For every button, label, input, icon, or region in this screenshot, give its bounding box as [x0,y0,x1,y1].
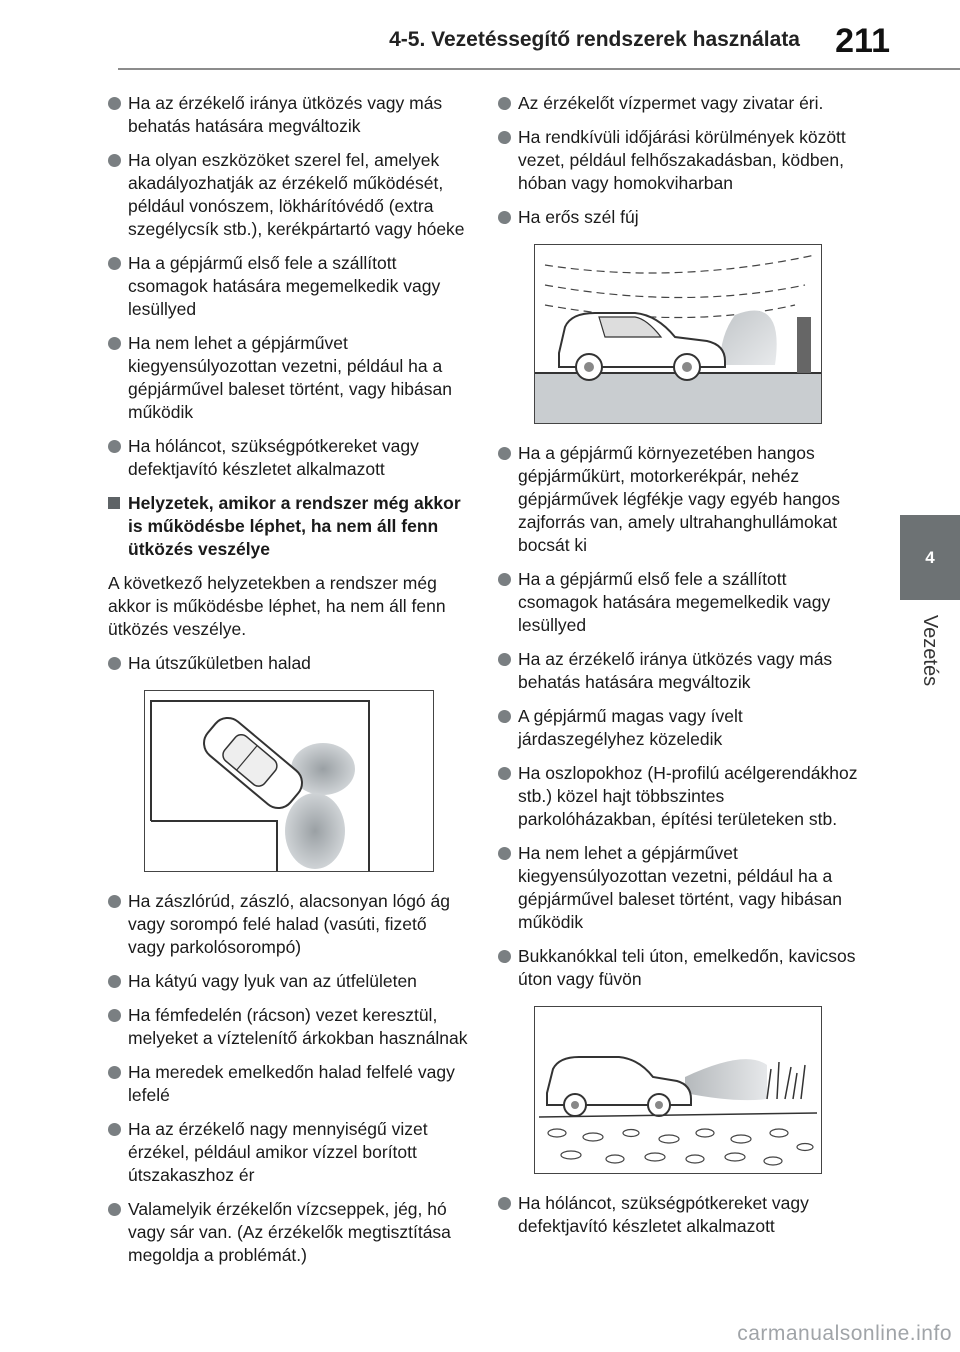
list-item: Ha rendkívüli időjárási körülmények között vezet, például felhőszakadásban, ködben, hóban vagy homokviharban [498,126,858,195]
bullet-icon [498,131,511,144]
bullet-icon [498,97,511,110]
bullet-icon [498,573,511,586]
list-item: Ha hóláncot, szükségpótkereket vagy defektjavító készletet alkalmazott [498,1192,858,1238]
bullet-icon [498,211,511,224]
list-item: Ha olyan eszközöket szerel fel, amelyek akadályozhatják az érzékelő működését, például vonószem, lökhárítóvédő (extra szegélycsík stb.), kerékpártartó vagy hóeke [108,149,468,241]
bullet-icon [498,653,511,666]
bullet-icon [108,657,121,670]
list-item: Ha kátyú vagy lyuk van az útfelületen [108,970,468,993]
list-item: Ha az érzékelő nagy mennyiségű vizet érzékel, például amikor vízzel borított útszakaszhoz ér [108,1118,468,1187]
page-number: 211 [835,22,890,60]
chapter-tab[interactable]: 4 [900,515,960,600]
list-item: Ha erős szél fúj [498,206,858,229]
bullet-icon [108,1066,121,1079]
list-item: Ha útszűkületben halad [108,652,468,675]
list-item: Ha hóláncot, szükségpótkereket vagy defektjavító készletet alkalmazott [108,435,468,481]
bullet-icon [498,950,511,963]
list-item: Ha meredek emelkedőn halad felfelé vagy lefelé [108,1061,468,1107]
section-heading: Helyzetek, amikor a rendszer még akkor is működésbe léphet, ha nem áll fenn ütközés veszélye [108,492,468,561]
bullet-icon [108,97,121,110]
right-column [498,92,858,1249]
page-header [0,0,960,82]
chapter-label: Vezetés [919,614,942,686]
square-bullet-icon [108,497,120,509]
list-item: A gépjármű magas vagy ívelt járdaszegélyhez közeledik [498,705,858,751]
list-item: Ha az érzékelő iránya ütközés vagy más behatás hatására megváltozik [108,92,468,138]
bullet-icon [108,257,121,270]
list-item: Ha az érzékelő iránya ütközés vagy más behatás hatására megváltozik [498,648,858,694]
bullet-icon [498,767,511,780]
list-item: Ha nem lehet a gépjárművet kiegyensúlyozottan vezetni, például ha a gépjárművel baleset történt, vagy hibásan működik [108,332,468,424]
list-item: Ha fémfedelén (rácson) vezet keresztül, melyeket a víztelenítő árkokban használnak [108,1004,468,1050]
bullet-icon [108,1203,121,1216]
list-item: Ha a gépjármű környezetében hangos gépjárműkürt, motorkerékpár, nehéz gépjárművek légfékje vagy egyéb hangos zajforrás van, amely ultrahanghullámokat bocsát ki [498,442,858,557]
bullet-icon [108,1123,121,1136]
list-item: Valamelyik érzékelőn vízcseppek, jég, hó vagy sár van. (Az érzékelők megtisztítása megoldja a problémát.) [108,1198,468,1267]
left-column [108,92,468,1278]
bullet-icon [498,447,511,460]
list-item: Ha a gépjármű első fele a szállított csomagok hatására megemelkedik vagy lesüllyed [498,568,858,637]
section-title: 4-5. Vezetéssegítő rendszerek használata [389,28,800,51]
bullet-icon [108,440,121,453]
bullet-icon [498,847,511,860]
bullet-icon [108,1009,121,1022]
list-item: Bukkanókkal teli úton, emelkedőn, kavicsos úton vagy füvön [498,945,858,991]
strong-wind-illustration [534,244,822,424]
intro-paragraph: A következő helyzetekben a rendszer még akkor is működésbe léphet, ha nem áll fenn ütközés veszélye. [108,573,446,639]
bullet-icon [498,1197,511,1210]
list-item: Az érzékelőt vízpermet vagy zivatar éri. [498,92,858,115]
bullet-icon [108,975,121,988]
bullet-icon [108,337,121,350]
list-item: Ha nem lehet a gépjárművet kiegyensúlyozottan vezetni, például ha a gépjárművel baleset történt, vagy hibásan működik [498,842,858,934]
bullet-icon [108,154,121,167]
bullet-icon [108,895,121,908]
watermark: carmanualsonline.info [737,1322,952,1345]
list-item: Ha a gépjármű első fele a szállított csomagok hatására megemelkedik vagy lesüllyed [108,252,468,321]
list-item: Ha oszlopokhoz (H-profilú acélgerendákhoz stb.) közel hajt többszintes parkolóházakban, építési területeken stb. [498,762,858,831]
bullet-icon [498,710,511,723]
header-divider [118,68,960,70]
list-item: Ha zászlórúd, zászló, alacsonyan lógó ág vagy sorompó felé halad (vasúti, fizető vagy parkolósorompó) [108,890,468,959]
narrow-road-illustration [144,690,434,872]
rough-road-illustration [534,1006,822,1174]
